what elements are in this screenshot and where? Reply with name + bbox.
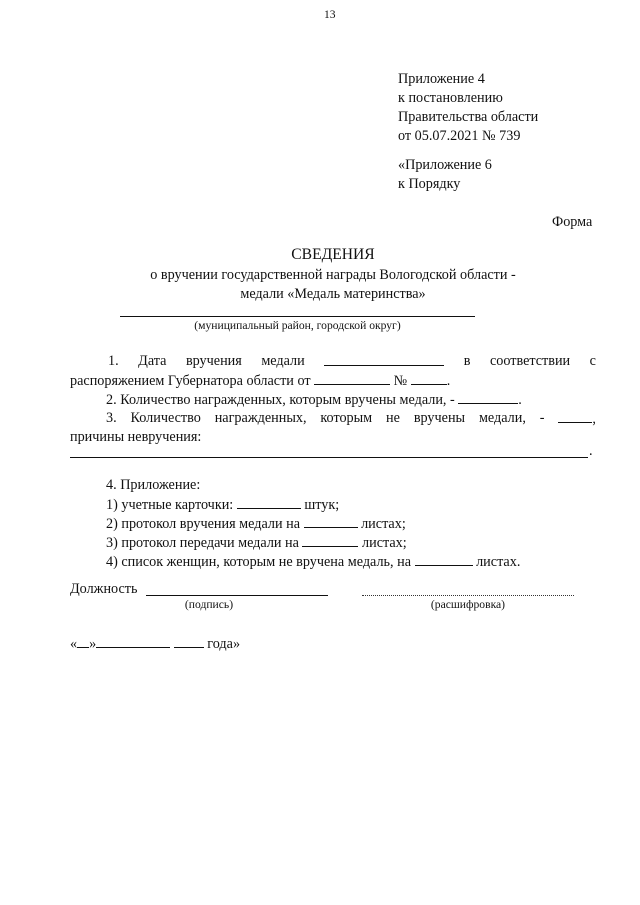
attachment-1-unit: штук;: [304, 497, 340, 513]
item-3-word: не: [386, 410, 400, 426]
title-line-1: о вручении государственной награды Вологодской области -: [150, 267, 516, 283]
attachment-2-text: 2) протокол вручения медали на: [106, 516, 300, 532]
item-1-word: 1.: [108, 353, 119, 369]
attachment-1-text: 1) учетные карточки:: [106, 497, 234, 513]
reasons-fill-line[interactable]: [70, 457, 588, 458]
year-field[interactable]: [174, 634, 204, 648]
item-3-line-1: [106, 409, 596, 429]
comma: ,: [592, 411, 596, 427]
item-3-word: -: [539, 410, 545, 426]
attachment-4-text: 4) список женщин, которым не вручена медаль, на: [106, 554, 411, 570]
number-sign: №: [393, 373, 408, 389]
appendix-line: к постановлению: [398, 90, 503, 106]
award-date-field[interactable]: [324, 352, 444, 366]
appendix-line: от 05.07.2021 № 739: [398, 128, 521, 144]
document-title: СВЕДЕНИЯ: [291, 246, 375, 263]
reasons-period: .: [589, 443, 593, 459]
attachment-4: [106, 552, 520, 572]
attachment-1: [106, 495, 339, 515]
item-3-word: награжденных,: [214, 410, 307, 426]
date-line: [70, 634, 240, 654]
attachment-3-text: 3) протокол передачи медали на: [106, 535, 299, 551]
quote-close: »: [89, 636, 97, 652]
name-decoding-fill-line[interactable]: [362, 595, 574, 596]
appendix-block: [398, 70, 538, 146]
order-date-field[interactable]: [314, 371, 390, 385]
women-list-sheets-field[interactable]: [415, 552, 473, 566]
month-field[interactable]: [96, 634, 170, 648]
signature-caption: (подпись): [184, 598, 234, 611]
item-3-word: Количество: [130, 410, 201, 426]
appendix-ref-line: к Порядку: [398, 176, 461, 192]
cards-count-field[interactable]: [237, 495, 301, 509]
item-3-word: 3.: [106, 410, 117, 426]
item-1-line-2: [70, 371, 450, 391]
item-3-word: которым: [320, 410, 373, 426]
item-1-word: в: [463, 353, 471, 369]
order-number-field[interactable]: [411, 371, 447, 385]
attachment-4-unit: листах.: [476, 554, 521, 570]
attachment-2-unit: листах;: [361, 516, 406, 532]
period: .: [446, 373, 451, 389]
appendix-ref-block: [398, 156, 492, 194]
period: .: [518, 392, 522, 408]
protocol-award-sheets-field[interactable]: [304, 514, 358, 528]
attachment-3: [106, 533, 407, 553]
item-3-word: вручены: [413, 410, 466, 426]
year-suffix: года»: [207, 636, 241, 652]
attachment-3-unit: листах;: [362, 535, 407, 551]
item-2: [106, 390, 522, 410]
day-field[interactable]: [77, 634, 89, 648]
quote-open: «: [70, 636, 78, 652]
item-1-text: распоряжением Губернатора области от: [70, 373, 311, 389]
item-1-word: медали: [261, 353, 305, 369]
district-caption: (муниципальный район, городской округ): [194, 319, 401, 332]
item-1-word: вручения: [185, 353, 242, 369]
decoding-caption: (расшифровка): [430, 598, 506, 611]
not-awarded-count-field[interactable]: [558, 409, 592, 423]
item-1-word: Дата: [138, 353, 167, 369]
item-1-line-1: [70, 352, 596, 371]
attachment-2: [106, 514, 406, 534]
awarded-count-field[interactable]: [458, 390, 518, 404]
appendix-ref-line: «Приложение 6: [398, 157, 492, 173]
form-label: Форма: [552, 214, 593, 230]
appendix-line: Приложение 4: [398, 71, 485, 87]
page-number: 13: [324, 8, 336, 21]
item-1-word: соответствии: [489, 353, 571, 369]
appendix-line: Правительства области: [398, 109, 539, 125]
district-fill-line[interactable]: [120, 316, 475, 317]
item-1-word: с: [589, 353, 596, 369]
item-3-word: медали,: [478, 410, 526, 426]
attachments-heading: 4. Приложение:: [106, 477, 201, 493]
title-line-2: медали «Медаль материнства»: [240, 286, 426, 302]
item-3-line-2: причины невручения:: [70, 429, 202, 445]
protocol-transfer-sheets-field[interactable]: [302, 533, 358, 547]
signature-fill-line[interactable]: [146, 595, 328, 596]
item-2-text: 2. Количество награжденных, которым вручены медали, -: [106, 392, 455, 408]
position-label: Должность: [70, 581, 138, 597]
